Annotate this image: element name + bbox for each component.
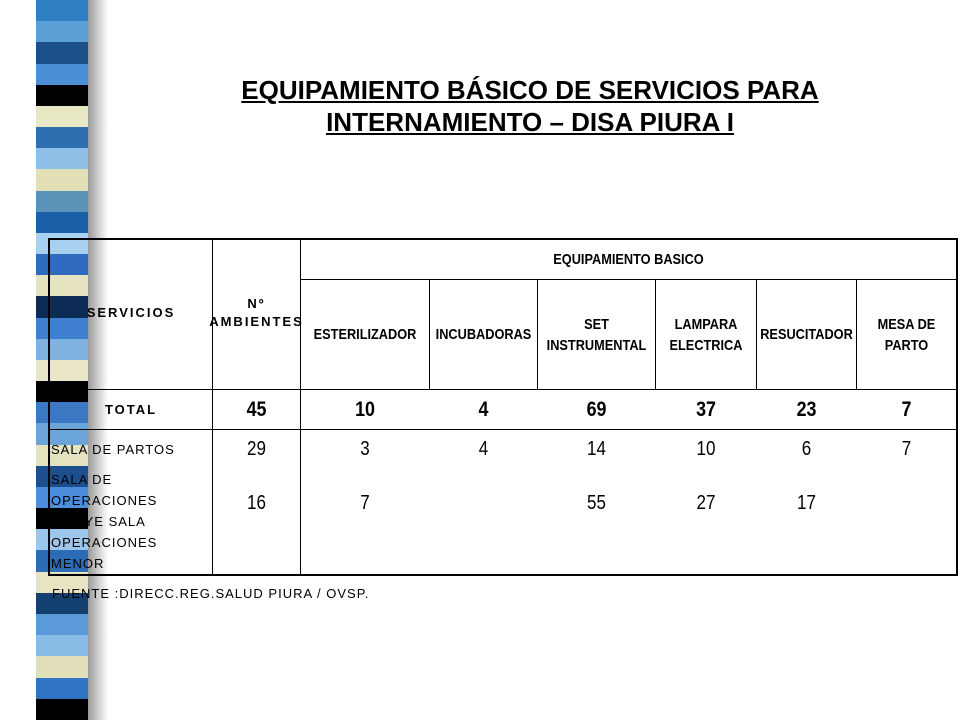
cell-value: 55 bbox=[587, 491, 606, 514]
cell-value: 7 bbox=[901, 437, 912, 460]
stripe-segment bbox=[36, 64, 88, 85]
source-note: FUENTE :DIRECC.REG.SALUD PIURA / OVSP. bbox=[52, 586, 370, 601]
cell-value: 27 bbox=[696, 491, 716, 514]
grid-vline-c3 bbox=[655, 279, 656, 390]
header-col-mesa-de-parto bbox=[864, 280, 948, 389]
header-col-label: LAMPARA bbox=[674, 315, 738, 333]
header-col-label: INSTRUMENTAL bbox=[546, 336, 647, 354]
row-label-line: SALA DE OPERACIONES bbox=[51, 472, 158, 508]
stripe-segment bbox=[36, 21, 88, 42]
stripe-segment bbox=[36, 106, 88, 127]
total-value: 69 bbox=[586, 397, 607, 421]
grid-vline-ambientes bbox=[300, 238, 301, 576]
stripe-segment bbox=[36, 191, 88, 212]
header-col-label: PARTO bbox=[884, 336, 929, 354]
title-line-1: EQUIPAMIENTO BÁSICO DE SERVICIOS PARA bbox=[241, 75, 819, 105]
stripe-segment bbox=[36, 699, 88, 720]
grid-vline-c2 bbox=[537, 279, 538, 390]
header-servicios: SERVICIOS bbox=[86, 305, 176, 320]
stripe-segment bbox=[36, 169, 88, 190]
cell-value: 17 bbox=[797, 491, 816, 514]
grid-hline-total bbox=[48, 429, 958, 430]
title-line-2: INTERNAMIENTO – DISA PIURA I bbox=[326, 107, 734, 137]
row-label-line: OPERACIONES MENOR bbox=[51, 535, 158, 571]
grid-vline-c5 bbox=[856, 279, 857, 390]
row-label-sala-de-operaciones bbox=[51, 469, 211, 571]
stripe-segment bbox=[36, 127, 88, 148]
header-col-resucitador bbox=[760, 280, 853, 389]
stripe-segment bbox=[36, 0, 88, 21]
header-col-incubadoras bbox=[435, 280, 532, 389]
cell-value bbox=[864, 491, 948, 515]
header-col-label: ESTERILIZADOR bbox=[313, 326, 417, 343]
row-label-line: INLUYE SALA bbox=[51, 514, 146, 529]
cell-value: 10 bbox=[696, 437, 716, 460]
stripe-segment bbox=[36, 212, 88, 233]
header-col-label: RESUCITADOR bbox=[760, 326, 853, 343]
cell-value: 4 bbox=[478, 437, 489, 460]
cell-value: 3 bbox=[360, 437, 370, 460]
stripe-segment bbox=[36, 635, 88, 656]
stripe-segment bbox=[36, 85, 88, 106]
header-col-label: SET bbox=[584, 315, 609, 333]
total-value: 10 bbox=[355, 397, 375, 421]
cell-value bbox=[438, 491, 529, 515]
total-label: TOTAL bbox=[104, 401, 158, 417]
stripe-segment bbox=[36, 42, 88, 63]
header-equipamiento-basico: EQUIPAMIENTO BASICO bbox=[553, 251, 704, 268]
grid-vline-c4 bbox=[756, 279, 757, 390]
total-value: 37 bbox=[696, 397, 716, 421]
header-col-label: MESA DE bbox=[877, 315, 936, 333]
total-value: 4 bbox=[478, 397, 489, 421]
header-col-esterilizador bbox=[311, 280, 420, 389]
header-col-lampara-electrica bbox=[664, 280, 749, 389]
table-border-right bbox=[956, 238, 958, 576]
total-ambientes: 45 bbox=[246, 397, 267, 421]
stripe-segment bbox=[36, 148, 88, 169]
header-ambientes-line2: AMBIENTES bbox=[209, 314, 304, 329]
header-ambientes bbox=[209, 280, 304, 346]
row-label-sala-de-partos: SALA DE PARTOS bbox=[51, 441, 175, 457]
header-col-label: ELECTRICA bbox=[669, 336, 743, 354]
cell-ambientes: 16 bbox=[247, 491, 266, 514]
stripe-segment bbox=[36, 678, 88, 699]
grid-vline-c1 bbox=[429, 279, 430, 390]
total-value: 7 bbox=[901, 397, 912, 421]
table-border-bottom bbox=[48, 574, 958, 576]
cell-ambientes: 29 bbox=[247, 437, 266, 460]
cell-value: 14 bbox=[587, 437, 606, 460]
cell-value: 6 bbox=[801, 437, 812, 460]
header-ambientes-line1: Nº bbox=[247, 296, 266, 311]
stripe-segment bbox=[36, 656, 88, 677]
equipment-table bbox=[48, 238, 958, 576]
cell-value: 7 bbox=[360, 491, 370, 514]
stripe-segment bbox=[36, 614, 88, 635]
header-col-label: INCUBADORAS bbox=[435, 326, 532, 343]
page-title bbox=[120, 74, 940, 138]
header-col-set-instrumental bbox=[547, 280, 646, 389]
total-value: 23 bbox=[796, 397, 817, 421]
